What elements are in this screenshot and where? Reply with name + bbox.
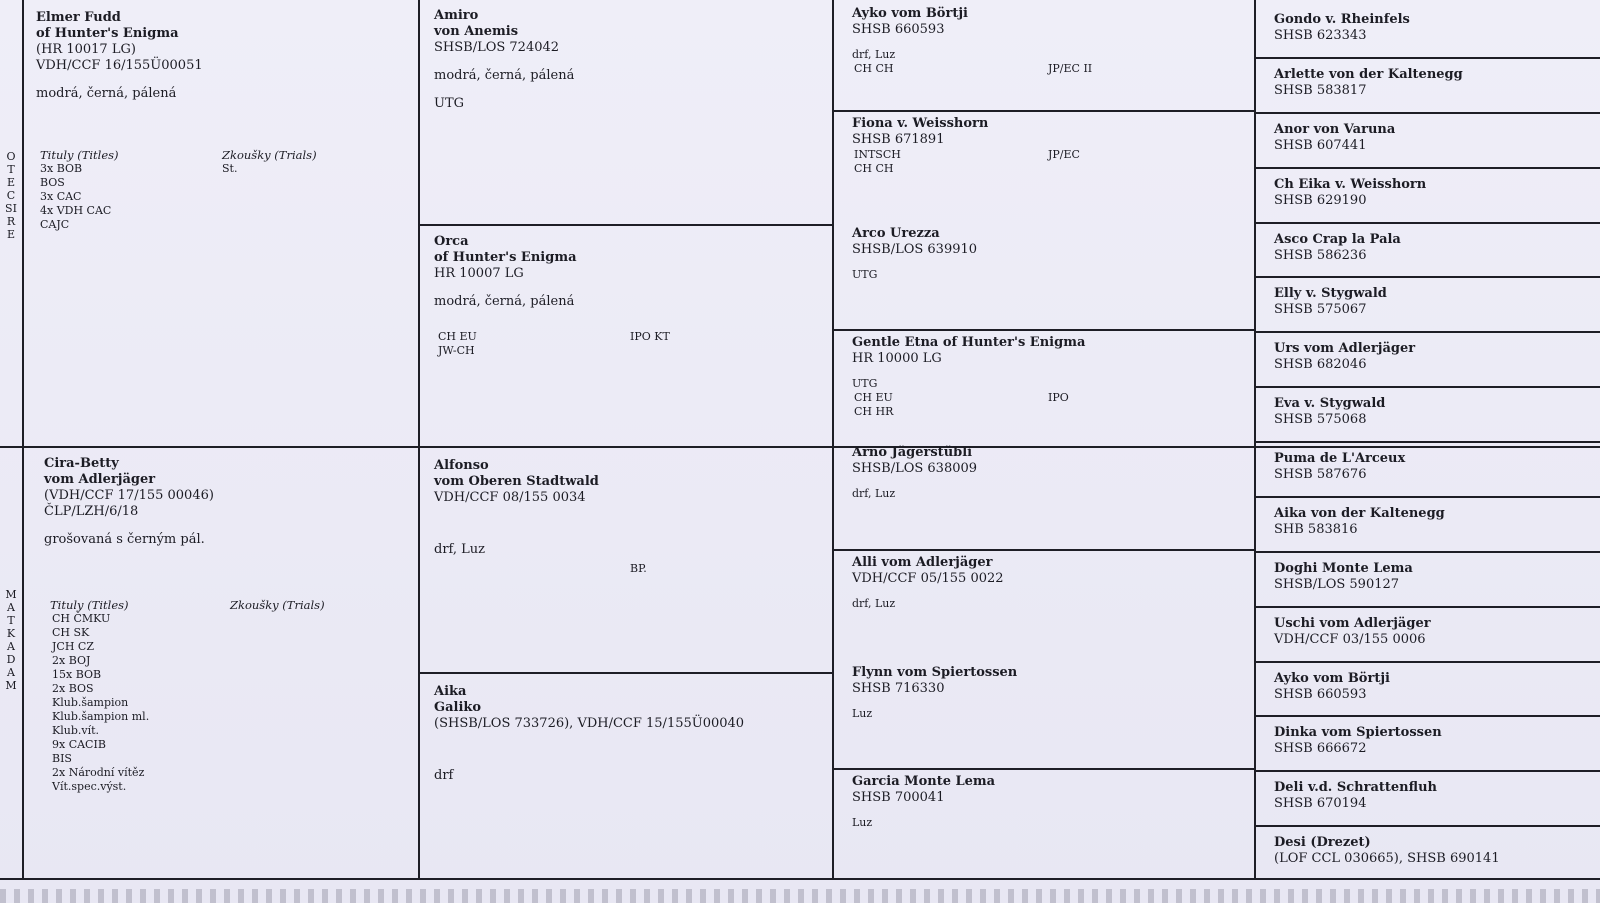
divider	[832, 0, 834, 880]
ancestor-extra: drf	[434, 768, 454, 783]
ancestor-name: Amiro	[434, 8, 479, 23]
ancestor-color: modrá, černá, pálená	[434, 68, 575, 83]
title-item: Klub.šampion	[52, 696, 129, 709]
dam-name-1: Cira-Betty	[44, 456, 119, 471]
ancestor-name: Arno Jägerstübli	[852, 445, 973, 460]
ancestor-name: Flynn vom Spiertossen	[852, 664, 1018, 680]
ancestor-name: Alfonso	[434, 458, 489, 473]
title-item: 3x CAC	[40, 190, 82, 203]
divider	[1254, 715, 1600, 717]
dam-titles-heading: Tituly (Titles)	[50, 598, 129, 612]
gen4-cell	[1264, 447, 1598, 494]
dam-reg-1: (VDH/CCF 17/155 00046)	[44, 488, 214, 503]
dam-color: grošovaná s černým pál.	[44, 532, 205, 547]
title-item: 2x BOJ	[52, 654, 91, 667]
ancestor-reg: SHSB 716330	[852, 680, 945, 696]
ancestor-reg: VDH/CCF 05/155 0022	[852, 570, 1004, 586]
ancestor-name: Aika	[434, 684, 467, 699]
ancestor-title: CH HR	[854, 405, 894, 419]
ancestor-extra: UTG	[852, 377, 878, 391]
gen4-cell	[1264, 8, 1598, 55]
gen4-cell	[1264, 831, 1598, 878]
ancestor-name: Eva v. Stygwald	[1274, 396, 1386, 412]
divider	[1254, 386, 1600, 388]
divider	[1254, 222, 1600, 224]
gen4-cell	[1264, 228, 1598, 275]
ancestor-extra: Luz	[852, 816, 873, 830]
ancestor-reg: VDH/CCF 03/155 0006	[1274, 631, 1426, 647]
ancestor-name: Ayko vom Börtji	[1274, 670, 1390, 686]
gen2-cell-3	[424, 454, 830, 670]
sire-reg-1: (HR 10017 LG)	[36, 42, 136, 57]
divider	[1254, 0, 1256, 880]
ancestor-extra: drf, Luz	[434, 542, 486, 557]
gen4-cell	[1264, 502, 1598, 549]
ancestor-reg: SHSB 666672	[1274, 741, 1367, 757]
gen4-cell	[1264, 63, 1598, 110]
ancestor-name: Gentle Etna of Hunter's Enigma	[852, 335, 1086, 351]
gen3-cell	[842, 551, 1252, 657]
ancestor-name: Aika von der Kaltenegg	[1274, 505, 1445, 521]
ancestor-reg: SHSB 575067	[1274, 302, 1367, 318]
ancestor-title: CH EU	[438, 330, 477, 343]
ancestor-reg: SHSB 682046	[1274, 357, 1367, 373]
sire-name-2: of Hunter's Enigma	[36, 26, 179, 41]
ancestor-name: Arlette von der Kaltenegg	[1274, 66, 1463, 82]
ancestor-extra: UTG	[852, 267, 878, 281]
sire-name-1: Elmer Fudd	[36, 10, 121, 25]
ancestor-name: Deli v.d. Schrattenfluh	[1274, 780, 1437, 796]
gen3-cell	[842, 112, 1252, 218]
ancestor-reg: HR 10007 LG	[434, 266, 524, 281]
ancestor-reg: SHSB/LOS 638009	[852, 461, 978, 476]
ancestor-name-2: vom Oberen Stadtwald	[434, 474, 599, 489]
ancestor-extra: drf, Luz	[852, 487, 896, 500]
ancestor-name: Uschi vom Adlerjäger	[1274, 615, 1431, 631]
ancestor-reg: (SHSB/LOS 733726), VDH/CCF 15/155Ü00040	[434, 716, 745, 731]
ancestor-reg: SHSB 670194	[1274, 796, 1367, 812]
divider	[1254, 331, 1600, 333]
ancestor-trials: BP.	[630, 562, 647, 575]
ancestor-trials: JP/EC II	[1048, 62, 1093, 75]
gen3-cell	[842, 222, 1252, 328]
gen4-cell	[1264, 721, 1598, 768]
ancestor-name: Fiona v. Weisshorn	[852, 115, 989, 131]
divider	[1254, 112, 1600, 114]
title-item: 2x BOS	[52, 682, 94, 695]
title-item: JCH CZ	[52, 640, 94, 653]
divider	[418, 0, 420, 880]
divider	[1254, 167, 1600, 169]
ancestor-name: Orca	[434, 234, 469, 249]
title-item: Klub.vít.	[52, 724, 100, 737]
ancestor-name: Doghi Monte Lema	[1274, 560, 1413, 576]
sire-trials-heading: Zkoušky (Trials)	[222, 148, 317, 162]
ancestor-name: Arco Urezza	[852, 225, 940, 241]
gen4-cell	[1264, 337, 1598, 384]
ancestor-title: CH CH	[854, 62, 894, 75]
dam-name-2: vom Adlerjäger	[44, 472, 156, 487]
ancestor-name-2: of Hunter's Enigma	[434, 250, 577, 265]
dam-reg-2: ČLP/LZH/6/18	[44, 504, 139, 519]
title-item: 2x Národní vítěz	[52, 766, 145, 779]
ancestor-reg: SHSB 629190	[1274, 192, 1367, 208]
title-item: 15x BOB	[52, 668, 102, 681]
gen4-cell	[1264, 282, 1598, 329]
title-item: Klub.šampion ml.	[52, 710, 150, 723]
sire-titles-list	[40, 162, 119, 232]
ancestor-name: Alli vom Adlerjäger	[852, 554, 993, 570]
ancestor-trials: IPO KT	[630, 330, 670, 343]
divider	[22, 0, 24, 880]
sire-cell	[26, 6, 416, 444]
title-item: BIS	[52, 752, 72, 765]
ancestor-reg: SHSB/LOS 724042	[434, 40, 560, 55]
ancestor-trials: JP/EC	[1048, 147, 1080, 161]
divider	[0, 878, 1600, 880]
divider	[1254, 825, 1600, 827]
sire-side-label: OTEC SIRE	[5, 150, 17, 241]
title-item: Vít.spec.výst.	[52, 780, 127, 793]
divider	[1254, 57, 1600, 59]
gen4-cell	[1264, 776, 1598, 823]
ancestor-reg: SHSB 660593	[1274, 686, 1367, 702]
ancestor-name-2: von Anemis	[434, 24, 519, 39]
title-item: BOS	[40, 176, 65, 189]
ancestor-name: Asco Crap la Pala	[1274, 231, 1401, 247]
ancestor-extra: drf, Luz	[852, 596, 896, 610]
divider	[1254, 441, 1600, 443]
ancestor-reg: HR 10000 LG	[852, 351, 942, 367]
ancestor-name: Garcia Monte Lema	[852, 774, 996, 790]
sire-titles-heading: Tituly (Titles)	[40, 148, 119, 162]
dam-trials-heading: Zkoušky (Trials)	[230, 598, 325, 612]
ancestor-title: CH EU	[854, 391, 893, 405]
title-item: CH SK	[52, 626, 90, 639]
ancestor-name: Ch Eika v. Weisshorn	[1274, 176, 1427, 192]
ancestor-name: Ayko vom Börtji	[852, 6, 968, 21]
ancestor-title: CH CH	[854, 161, 894, 175]
dam-side-label: MATKA DAM	[5, 588, 17, 692]
ancestor-reg: SHSB 671891	[852, 131, 945, 147]
ancestor-name-2: Galiko	[434, 700, 482, 715]
divider	[1254, 606, 1600, 608]
gen2-cell-2	[424, 230, 830, 444]
gen3-cell	[842, 661, 1252, 767]
ancestor-extra: UTG	[434, 96, 465, 111]
divider	[418, 672, 832, 674]
ancestor-color: modrá, černá, pálená	[434, 294, 575, 309]
ancestor-title: JW-CH	[438, 344, 475, 357]
gen4-cell	[1264, 392, 1598, 439]
divider	[1254, 770, 1600, 772]
ancestor-trials: IPO	[1048, 391, 1069, 405]
ancestor-reg: SHSB 587676	[1274, 467, 1367, 482]
dam-titles-list	[50, 612, 149, 794]
title-item: 9x CACIB	[52, 738, 106, 751]
gen2-cell-4	[424, 680, 830, 876]
ancestor-reg: SHB 583816	[1274, 521, 1358, 537]
ancestor-name: Desi (Drezet)	[1274, 835, 1371, 851]
ancestor-name: Elly v. Stygwald	[1274, 286, 1387, 302]
title-item: CH ČMKU	[52, 612, 111, 625]
divider	[1254, 551, 1600, 553]
ancestor-name: Puma de L'Arceux	[1274, 451, 1406, 466]
perforated-edge	[0, 889, 1600, 903]
gen4-cell	[1264, 612, 1598, 659]
ancestor-reg: SHSB/LOS 590127	[1274, 576, 1400, 592]
ancestor-reg: SHSB 700041	[852, 790, 945, 806]
ancestor-reg: SHSB 607441	[1274, 137, 1367, 153]
gen4-cell	[1264, 557, 1598, 604]
divider	[1254, 276, 1600, 278]
ancestor-reg: SHSB 660593	[852, 22, 945, 37]
ancestor-reg: SHSB 586236	[1274, 247, 1367, 263]
gen4-cell	[1264, 667, 1598, 714]
ancestor-title: INTSCH	[854, 147, 901, 161]
gen3-cell	[842, 2, 1252, 108]
ancestor-extra: drf, Luz	[852, 48, 896, 61]
ancestor-extra: Luz	[852, 706, 873, 720]
gen3-cell	[842, 331, 1252, 437]
sire-trials: St.	[222, 162, 238, 175]
ancestor-name: Urs vom Adlerjäger	[1274, 341, 1416, 357]
ancestor-reg: SHSB 583817	[1274, 82, 1367, 98]
gen4-cell	[1264, 118, 1598, 165]
ancestor-name: Dinka vom Spiertossen	[1274, 725, 1442, 741]
title-item: 4x VDH CAC	[40, 204, 112, 217]
title-item: 3x BOB	[40, 162, 83, 175]
ancestor-name: Anor von Varuna	[1274, 121, 1396, 137]
divider	[1254, 661, 1600, 663]
sire-reg-2: VDH/CCF 16/155Ü00051	[36, 58, 203, 73]
ancestor-reg: SHSB 575068	[1274, 412, 1367, 428]
gen4-cell	[1264, 173, 1598, 220]
dam-cell	[34, 452, 416, 876]
ancestor-reg: SHSB 623343	[1274, 28, 1367, 43]
ancestor-reg: VDH/CCF 08/155 0034	[434, 490, 586, 505]
gen2-cell-1	[424, 4, 830, 222]
ancestor-reg: SHSB/LOS 639910	[852, 241, 978, 257]
gen3-cell	[842, 441, 1252, 547]
ancestor-name: Gondo v. Rheinfels	[1274, 12, 1410, 27]
ancestor-reg: (LOF CCL 030665), SHSB 690141	[1274, 851, 1500, 867]
gen3-cell	[842, 770, 1252, 876]
divider	[418, 224, 832, 226]
divider	[1254, 496, 1600, 498]
sire-color: modrá, černá, pálená	[36, 86, 177, 101]
title-item: CAJC	[40, 218, 70, 231]
